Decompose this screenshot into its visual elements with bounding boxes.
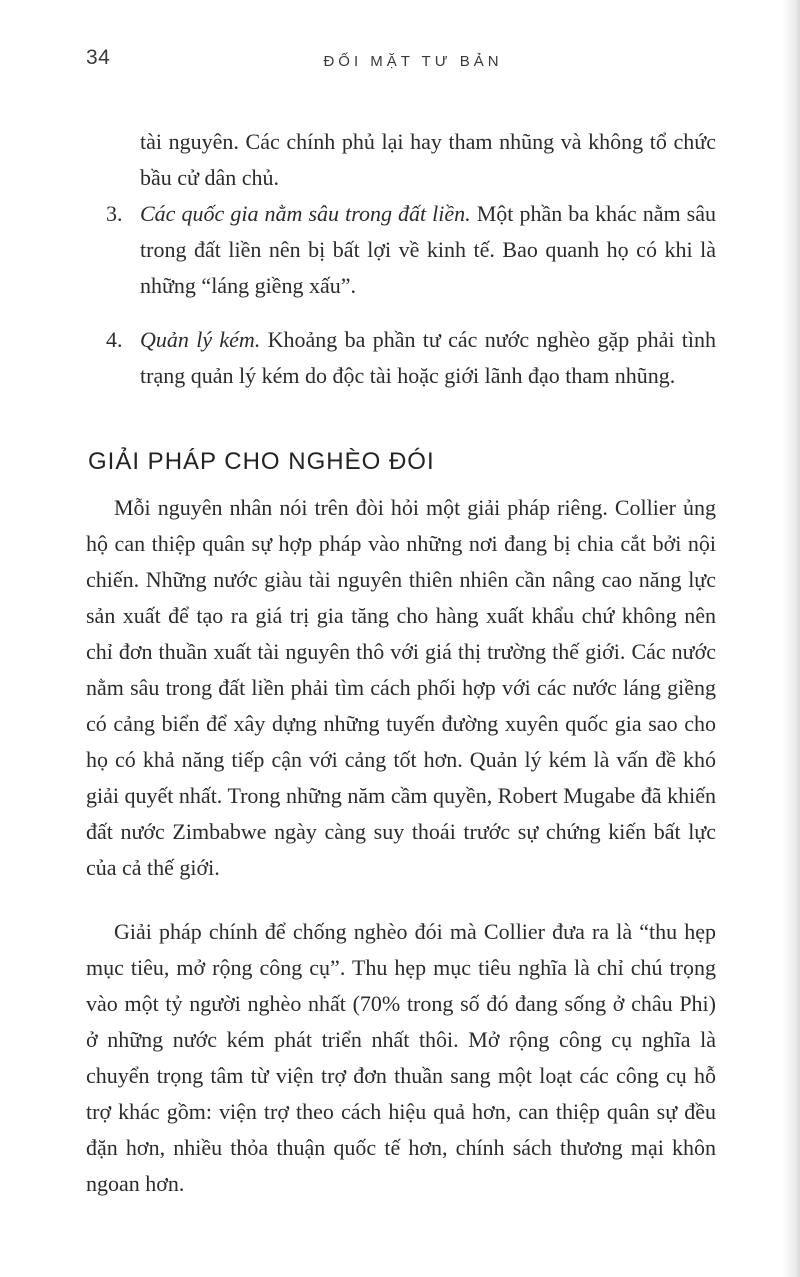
list-item [86,196,716,304]
running-title: ĐỐI MẶT TƯ BẢN [323,53,503,70]
paragraph: Mỗi nguyên nhân nói trên đòi hỏi một giải pháp riêng. Collier ủng hộ can thiệp quân sự hợp pháp vào những nơi đang bị chia cắt bởi nội chiến. Những nước giàu tài nguyên thiên nhiên cần nâng cao năng lực sản xuất để tạo ra giá trị gia tăng cho hàng xuất khẩu chứ không nên chỉ đơn thuần xuất tài nguyên thô với giá thị trường thế giới. Các nước nằm sâu trong đất liền phải tìm cách phối hợp với các nước láng giềng có cảng biển để xây dựng những tuyến đường xuyên quốc gia sao cho họ có khả năng tiếp cận với cảng tốt hơn. Quản lý kém là vấn đề khó giải quyết nhất. Trong những năm cầm quyền, Robert Mugabe đã khiến đất nước Zimbabwe ngày càng suy thoái trước sự chứng kiến bất lực của cả thế giới. [86,495,716,880]
list-term: Các quốc gia nằm sâu trong đất liền. [140,201,471,226]
page-header [86,42,740,78]
page-number: 34 [86,46,111,69]
paragraph: Giải pháp chính để chống nghèo đói mà Collier đưa ra là “thu hẹp mục tiêu, mở rộng công cụ”. Thu hẹp mục tiêu nghĩa là chỉ chú trọng vào một tỷ người nghèo nhất (70% trong số đó đang sống ở châu Phi) ở những nước kém phát triển nhất thôi. Mở rộng công cụ nghĩa là chuyển trọng tâm từ viện trợ đơn thuần sang một loạt các công cụ hỗ trợ khác gồm: viện trợ theo cách hiệu quả hơn, can thiệp quân sự đều đặn hơn, nhiều thỏa thuận quốc tế hơn, chính sách thương mại khôn ngoan hơn. [86,919,716,1196]
list-text: Một phần ba khác nằm sâu trong đất liền nên bị bất lợi về kinh tế. Bao quanh họ có khi là những “láng giềng xấu”. [140,201,716,298]
page-edge-shadow [782,0,800,1277]
continued-text: tài nguyên. Các chính phủ lại hay tham nhũng và không tổ chức bầu cử dân chủ. [140,129,716,190]
list-item [86,322,716,394]
list-number: 4. [106,327,123,352]
list-number: 3. [106,201,123,226]
cause-list [86,196,716,412]
section-heading: GIẢI PHÁP CHO NGHÈO ĐÓI [88,448,435,475]
list-term: Quản lý kém. [140,327,261,352]
list-text: Khoảng ba phần tư các nước nghèo gặp phải tình trạng quản lý kém do độc tài hoặc giới lãnh đạo tham nhũng. [140,327,716,388]
